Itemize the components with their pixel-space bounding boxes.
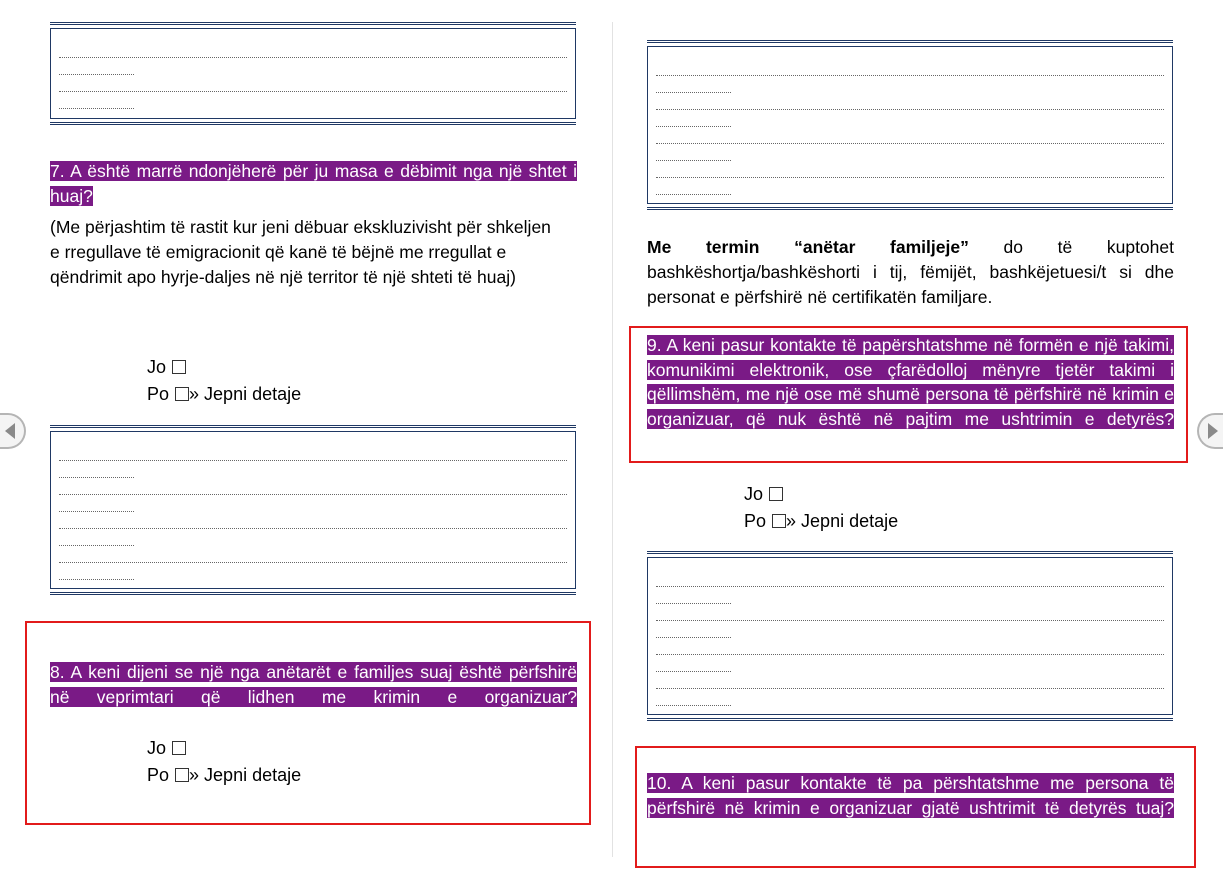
q8-choice-no[interactable] xyxy=(147,735,186,762)
question-7 xyxy=(50,159,577,208)
dotted-line xyxy=(656,127,1164,144)
choice-yes-label: Po xyxy=(147,384,170,404)
dotted-line xyxy=(656,604,1164,621)
dotted-line xyxy=(656,570,1164,587)
question-9 xyxy=(647,333,1174,431)
choice-yes-label: Po xyxy=(147,765,170,785)
question-8-text: 8. A keni dijeni se një nga anëtarët e familjes suaj është përfshirë në veprimtari që lidhen me krimin e organizuar? xyxy=(50,662,577,707)
checkbox-no[interactable] xyxy=(172,360,186,374)
details-label: » Jepni detaje xyxy=(189,765,302,785)
dotted-line xyxy=(59,75,567,92)
q7-choice-no[interactable] xyxy=(147,354,186,381)
chevron-right-icon xyxy=(1208,423,1218,439)
dotted-line xyxy=(656,144,731,161)
question-8 xyxy=(50,660,577,709)
dotted-line xyxy=(656,672,1164,689)
dotted-line xyxy=(656,689,731,706)
highlight-frame-q8 xyxy=(25,621,591,825)
dotted-line xyxy=(59,461,134,478)
details-label: » Jepni detaje xyxy=(189,384,302,404)
question-7-text: 7. A është marrë ndonjëherë për ju masa e dëbimit nga një shtet i huaj? xyxy=(50,161,577,206)
dotted-line xyxy=(656,93,1164,110)
answer-box-top-left[interactable] xyxy=(50,22,576,125)
dotted-line xyxy=(656,587,731,604)
dotted-line xyxy=(59,58,134,75)
q8-choice-yes[interactable] xyxy=(147,762,301,789)
dotted-line xyxy=(656,110,731,127)
choice-no-label: Jo xyxy=(147,357,167,377)
dotted-line xyxy=(59,512,567,529)
question-7-note: (Me përjashtim të rastit kur jeni dëbuar ekskluzivisht për shkeljen e rregullave të emigracionit që kanë të bëjnë me rregullat e qëndrimit apo hyrje-daljes në një territor të një shteti të huaj) xyxy=(50,217,551,287)
dotted-line xyxy=(59,444,567,461)
dotted-line xyxy=(656,621,731,638)
dotted-line xyxy=(59,546,567,563)
choice-yes-label: Po xyxy=(744,511,767,531)
dotted-line xyxy=(59,563,134,580)
dotted-line xyxy=(59,92,134,109)
dotted-line xyxy=(656,59,1164,76)
dotted-line xyxy=(656,76,731,93)
checkbox-yes[interactable] xyxy=(772,514,786,528)
answer-box-top-right[interactable] xyxy=(647,40,1173,210)
q9-choice-no[interactable] xyxy=(744,481,783,508)
question-10-text: 10. A keni pasur kontakte të pa përshtatshme me persona të përfshirë në krimin e organizuar gjatë ushtrimit të detyrës tuaj? xyxy=(647,773,1174,818)
question-9-text: 9. A keni pasur kontakte të papërshtatshme në formën e një takimi, komunikimi elektronik, ose çfarëdolloj mënyre tjetër takimi i qëllimshëm, me një ose më shumë persona të përfshirë në krimin e organizuar, që nuk është në pajtim me ushtrimin e detyrës? xyxy=(647,335,1174,429)
question-10 xyxy=(647,771,1174,820)
checkbox-no[interactable] xyxy=(769,487,783,501)
details-label: » Jepni detaje xyxy=(786,511,899,531)
chevron-left-icon xyxy=(5,423,15,439)
definition-text: do të kuptohet bashkëshortja/bashkëshorti i tij, fëmijët, bashkëjetuesi/t si dhe personat e përfshirë në certifikatën familjare. xyxy=(647,237,1174,307)
definition-term: Me termin “anëtar familjeje” xyxy=(647,237,969,257)
dotted-line xyxy=(656,638,1164,655)
q7-choice-yes[interactable] xyxy=(147,381,301,408)
previous-page-button[interactable] xyxy=(0,413,26,449)
dotted-line xyxy=(656,161,1164,178)
answer-box-q7[interactable] xyxy=(50,425,576,595)
dotted-line xyxy=(59,41,567,58)
answer-box-q9[interactable] xyxy=(647,551,1173,721)
dotted-line xyxy=(656,178,731,195)
page-divider xyxy=(612,22,613,857)
family-member-definition xyxy=(647,235,1174,310)
next-page-button[interactable] xyxy=(1197,413,1223,449)
choice-no-label: Jo xyxy=(147,738,167,758)
checkbox-yes[interactable] xyxy=(175,768,189,782)
dotted-line xyxy=(656,655,731,672)
dotted-line xyxy=(59,495,134,512)
dotted-line xyxy=(59,529,134,546)
checkbox-no[interactable] xyxy=(172,741,186,755)
q9-choice-yes[interactable] xyxy=(744,508,898,535)
checkbox-yes[interactable] xyxy=(175,387,189,401)
dotted-line xyxy=(59,478,567,495)
choice-no-label: Jo xyxy=(744,484,764,504)
